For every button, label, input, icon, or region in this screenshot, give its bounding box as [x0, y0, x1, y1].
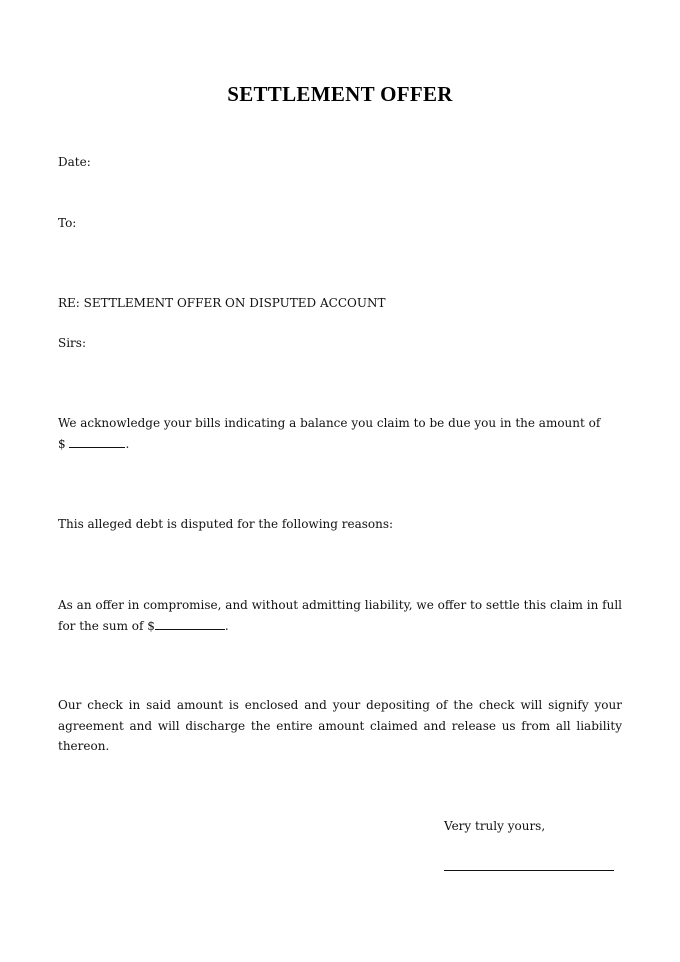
re-line: RE: SETTLEMENT OFFER ON DISPUTED ACCOUNT: [58, 296, 386, 310]
paragraph-offer-suffix: .: [224, 618, 229, 633]
paragraph-check: Our check in said amount is enclosed and your depositing of the check will signify your agreement and will discharge the entire amount claimed and release us from all liability thereon.: [58, 698, 622, 753]
closing: Very truly yours,: [444, 819, 546, 833]
paragraph-balance: [58, 413, 622, 454]
to-label: To:: [58, 216, 77, 230]
paragraph-dispute: This alleged debt is disputed for the following reasons:: [58, 517, 394, 531]
paragraph-offer-text: As an offer in compromise, and without admitting liability, we offer to settle this claim in full for the sum of $: [58, 598, 622, 633]
paragraph-offer: [58, 595, 622, 636]
date-label: Date:: [58, 155, 91, 169]
amount-prefix: $: [58, 436, 66, 451]
amount-suffix: .: [125, 436, 130, 451]
paragraph-balance-text: We acknowledge your bills indicating a balance you claim to be due you in the amount of: [58, 416, 601, 430]
signature-line: [444, 870, 614, 871]
document-title: SETTLEMENT OFFER: [227, 82, 453, 106]
amount-blank: [69, 435, 125, 448]
offer-amount-blank: [155, 617, 225, 630]
salutation: Sirs:: [58, 336, 86, 350]
